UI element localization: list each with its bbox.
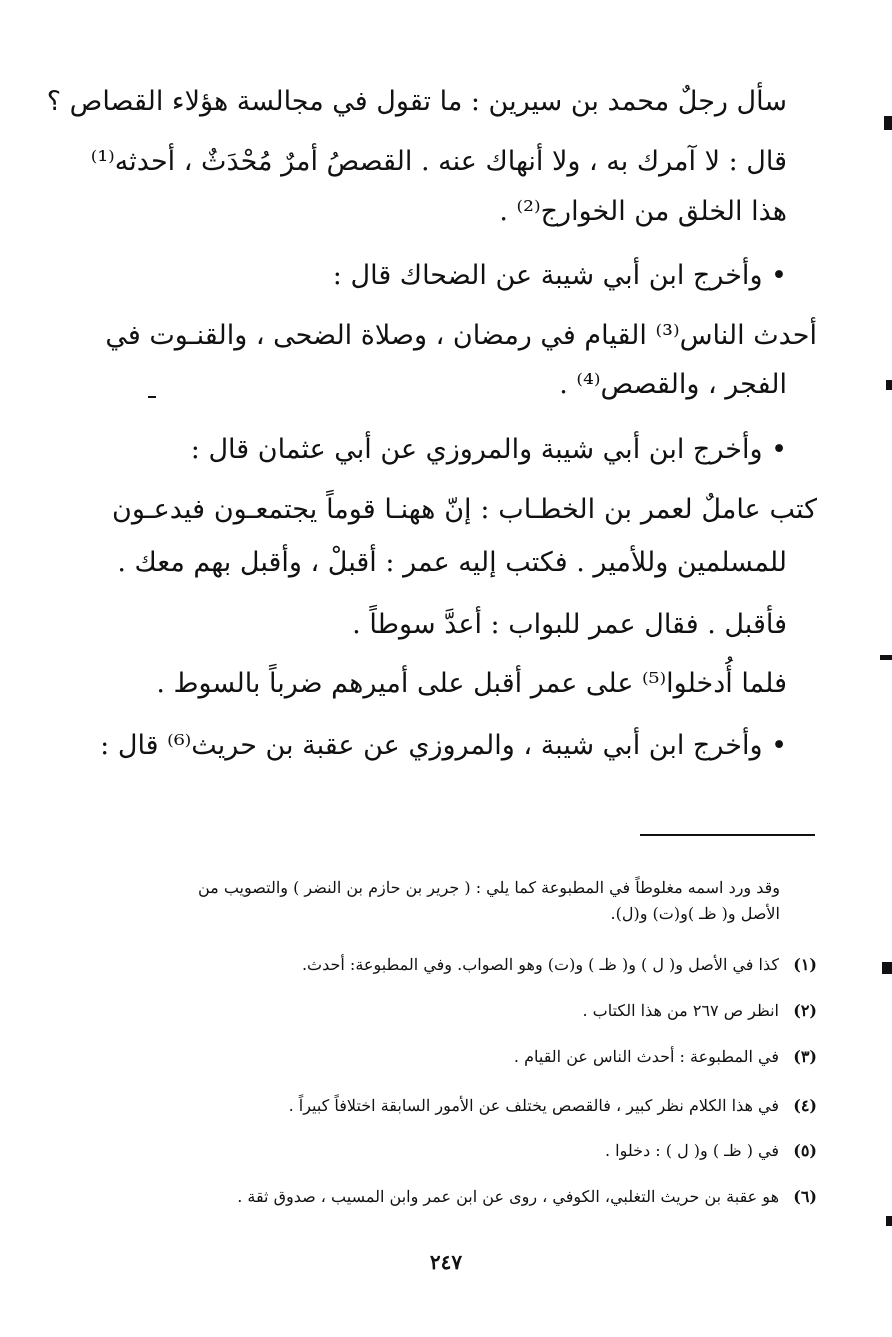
scan-edge-mark xyxy=(886,1216,892,1226)
footnote-2 xyxy=(582,999,817,1023)
text-line: للمسلمين وللأمير . فكتب إليه عمر : أقبلْ ، وأقبل بهم معك . xyxy=(117,547,787,578)
footnote-continuation: الأصل و( ظـ )و(ت) و(ل). xyxy=(610,904,780,923)
footnote-number: (٤) xyxy=(793,1096,817,1115)
text-line: الفجر ، والقصص⁽⁴⁾ . xyxy=(559,369,787,400)
scan-edge-mark xyxy=(880,655,892,660)
footnote-5 xyxy=(605,1139,817,1163)
footnote-3 xyxy=(514,1045,817,1069)
footnote-number: (٥) xyxy=(793,1141,817,1160)
page-number: ٢٤٧ xyxy=(429,1250,463,1274)
scan-edge-mark xyxy=(882,962,892,974)
text-line: كتب عاملٌ لعمر بن الخطـاب : إنّ ههنـا قوماً يجتمعـون فيدعـون xyxy=(112,494,817,525)
footnote-text: كذا في الأصل و( ل ) و( ظـ ) و(ت) وهو الصواب. وفي المطبوعة: أحدث. xyxy=(301,955,779,974)
footnote-text: انظر ص ٢٦٧ من هذا الكتاب . xyxy=(582,1001,779,1020)
text-line: أحدث الناس⁽³⁾ القيام في رمضان ، وصلاة الضحى ، والقنـوت في xyxy=(105,320,817,351)
text-line: سأل رجلٌ محمد بن سيرين : ما تقول في مجالسة هؤلاء القصاص ؟ xyxy=(46,86,787,117)
text-line: • وأخرج ابن أبي شيبة ، والمروزي عن عقبة بن حريث⁽⁶⁾ قال : xyxy=(100,730,787,761)
footnote-4 xyxy=(289,1094,817,1118)
footnote-text: في هذا الكلام نظر كبير ، فالقصص يختلف عن الأمور السابقة اختلافاً كبيراً . xyxy=(288,1096,779,1115)
footnote-number: (١) xyxy=(793,955,817,974)
footnote-number: (٦) xyxy=(793,1187,817,1206)
footnote-continuation: وقد ورد اسمه مغلوطاً في المطبوعة كما يلي : ( جرير بن حازم بن النضر ) والتصويب من xyxy=(198,878,780,897)
scan-speck xyxy=(148,396,156,398)
scan-edge-mark xyxy=(884,116,892,130)
text-line: هذا الخلق من الخوارج⁽²⁾ . xyxy=(499,196,787,227)
footnote-text: في ( ظـ ) و( ل ) : دخلوا . xyxy=(605,1141,779,1160)
text-line: قال : لا آمرك به ، ولا أنهاك عنه . القصصُ أمرٌ مُحْدَثٌ ، أحدثه⁽¹⁾ xyxy=(90,146,787,177)
footnote-6 xyxy=(237,1185,817,1209)
footnote-text: هو عقبة بن حريث التغلبي، الكوفي ، روى عن ابن عمر وابن المسيب ، صدوق ثقة . xyxy=(237,1187,779,1206)
footnote-number: (٣) xyxy=(793,1047,817,1066)
footnote-number: (٢) xyxy=(793,1001,817,1020)
text-line: فأقبل . فقال عمر للبواب : أعدَّ سوطاً . xyxy=(352,609,787,640)
footnote-text: في المطبوعة : أحدث الناس عن القيام . xyxy=(513,1047,779,1066)
footnote-separator xyxy=(640,834,815,836)
footnote-1 xyxy=(302,953,817,977)
text-line: • وأخرج ابن أبي شيبة والمروزي عن أبي عثمان قال : xyxy=(190,434,787,465)
text-line: فلما أُدخلوا⁽⁵⁾ على عمر أقبل على أميرهم ضرباً بالسوط . xyxy=(156,668,787,699)
scan-edge-mark xyxy=(886,380,892,390)
text-line: • وأخرج ابن أبي شيبة عن الضحاك قال : xyxy=(332,260,787,291)
